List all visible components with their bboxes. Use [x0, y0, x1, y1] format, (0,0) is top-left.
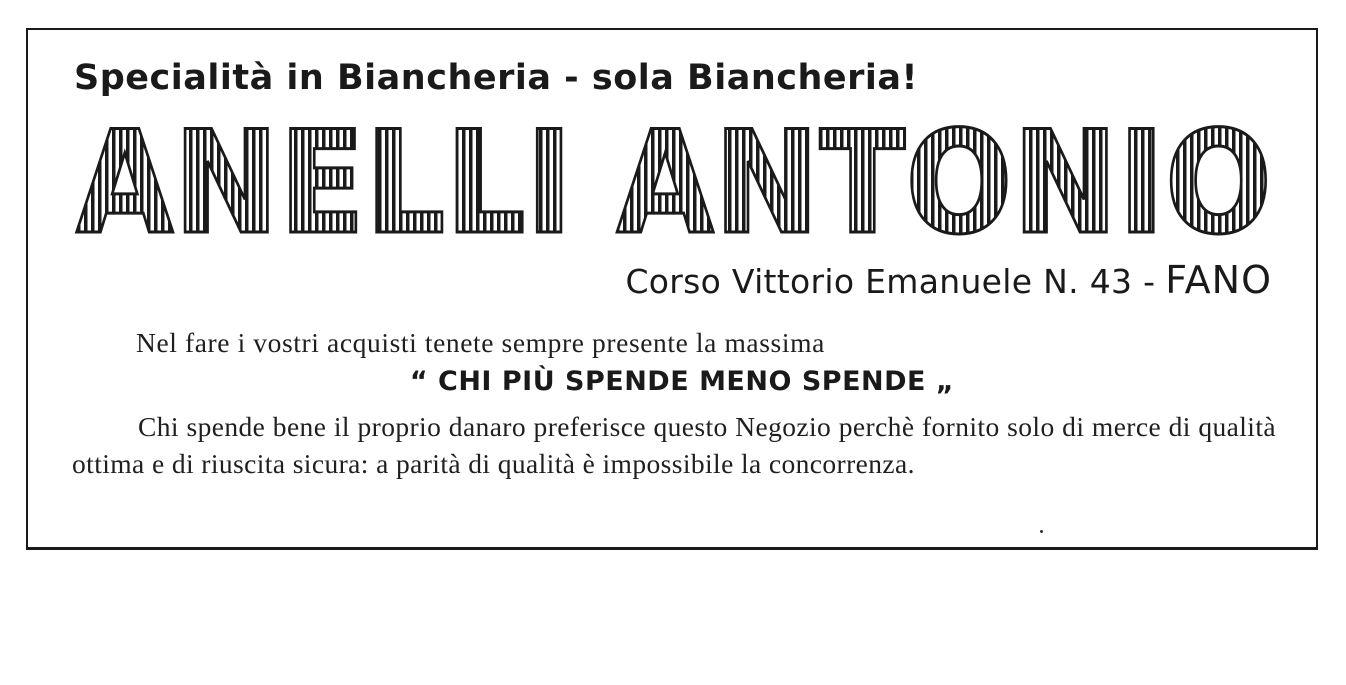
intro-text: Nel fare i vostri acquisti tenete sempre presente la massima [136, 327, 825, 358]
brand-text: ANELLI ANTONIO [76, 101, 1272, 250]
advertisement-frame [26, 28, 1318, 550]
address-street: Corso Vittorio Emanuele N. 43 - [625, 262, 1156, 301]
address [625, 258, 1272, 302]
motto: “ CHI PIÙ SPENDE MENO SPENDE „ [409, 366, 955, 397]
print-speck [1040, 530, 1043, 533]
body-paragraph: Chi spende bene il proprio danaro preferisce questo Negozio perchè fornito solo di merce di qualità ottima e di riuscita sicura: a parità di qualità è impossibile la concorrenza. [72, 411, 1276, 479]
brand-name [28, 30, 1316, 250]
address-city: FANO [1165, 258, 1272, 302]
headline: Specialità in Biancheria - sola Biancheria! [74, 58, 918, 98]
